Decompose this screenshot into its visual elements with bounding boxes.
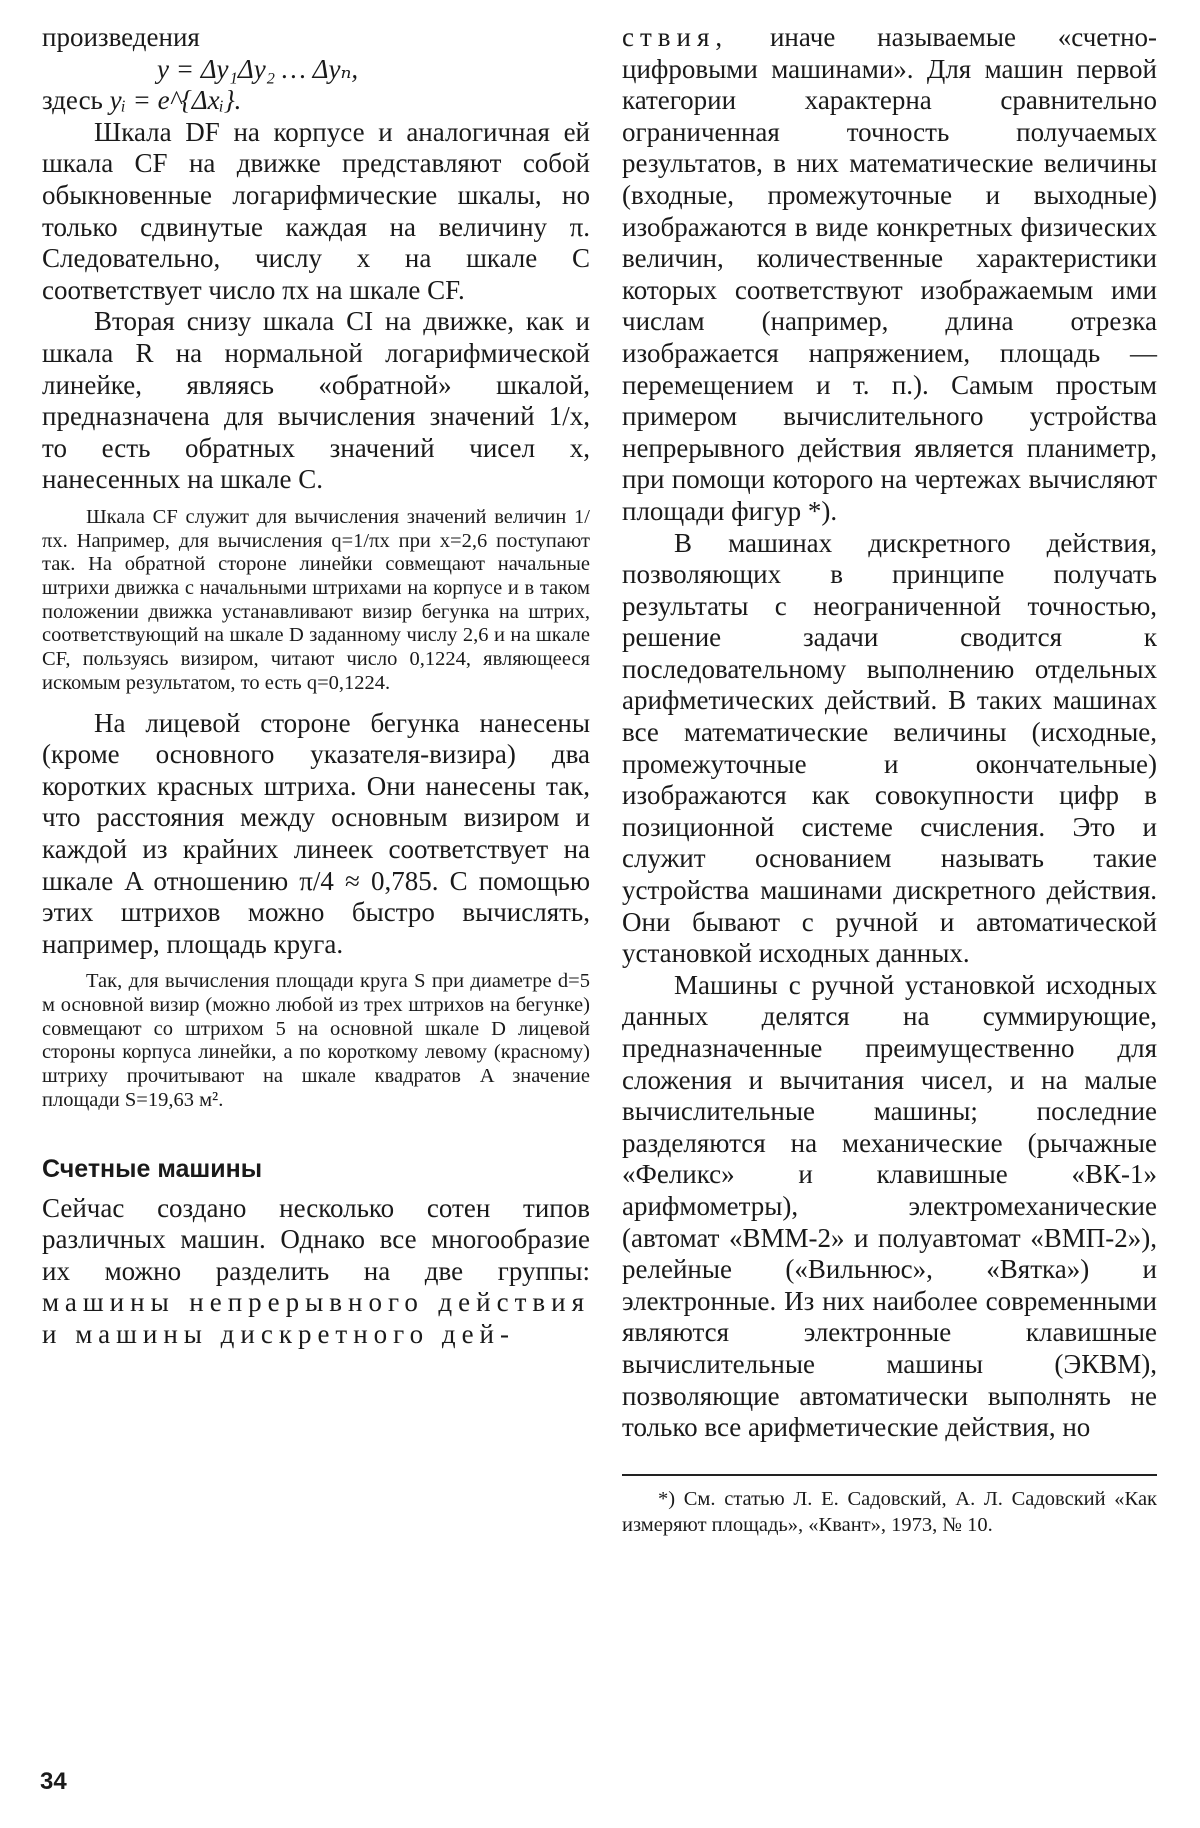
- paragraph-discrete-machines: В машинах дискретного действия, позволяющих в принципе получать результаты с неограниченной точностью, решение задачи сводится к последовательному выполнению отдельных арифметических действий. В таких машинах все математические величины (исходные, промежуточные и окончательные) изображаются как совокупности цифр в позиционной системе счисления. Это и служит основанием называть такие устройства машинами дискретного действия. Они бывают с ручной и автоматической установкой исходных данных.: [622, 527, 1157, 969]
- right-column: [622, 22, 1157, 1538]
- paragraph-continuous-rest: иначе называемые «счетно-цифровыми машинами». Для машин первой категории характерна сравнительно ограниченная точность получаемых результатов, в них математические величины (входные, промежуточные и выходные) изображаются в виде конкретных физических величин, количественные характеристики которых соответствуют изображаемым ими числам (например, длина отрезка изображается напряжением, площадь — перемещением и т. п.). Самым простым примером вычислительного устройства непрерывного действия является планиметр, при помощи которого на чертежах вычисляют площади фигур *).: [622, 22, 1158, 526]
- paragraph-ci-scale: Вторая снизу шкала CI на движке, как и шкала R на нормальной логарифмической линейке, являясь «обратной» шкалой, предназначена для вычисления значений 1/x, то есть обратных значений чисел x, нанесенных на шкале C.: [42, 306, 590, 495]
- paragraph-manual-machines: Машины с ручной установкой исходных данных делятся на суммирующие, предназначенные преимущественно для сложения и вычитания чисел, и на малые вычислительные машины; последние разделяются на механические (рычажные «Феликс» и клавишные «ВК-1» арифмометры), электромеханические (автомат «ВММ-2» и полуавтомат «ВМП-2»), релейные («Вильнюс», «Вятка») и электронные. Из них наиболее современными являются электронные клавишные вычислительные машины (ЭКВМ), позволяющие автоматически выполнять не только все арифметические действия, но: [622, 969, 1157, 1443]
- here-math: yᵢ = e^{Δxᵢ}.: [109, 85, 242, 116]
- intro-word: произведения: [42, 22, 200, 52]
- page-number: 34: [40, 1768, 67, 1795]
- paragraph-machines-intro-spaced: машины непрерывного действия и машины дискретного дей-: [42, 1287, 590, 1349]
- left-column: [42, 22, 590, 1350]
- here-label: здесь: [42, 85, 103, 116]
- paragraph-machines-intro-start: Сейчас создано несколько сотен типов различных машин. Однако все многообразие их можно разделить на две группы:: [42, 1192, 590, 1286]
- formula: y = Δy₁Δy₂ … Δyₙ,: [157, 53, 359, 84]
- here-line: [42, 85, 590, 117]
- section-heading: Счетные машины: [42, 1154, 263, 1183]
- footnote-divider: [622, 1474, 1157, 1476]
- paragraph-continuous-spaced: ствия,: [622, 22, 729, 52]
- paragraph-df-scale: Шкала DF на корпусе и аналогичная ей шкала CF на движке представляют собой обыкновенные логарифмические шкалы, но только сдвинутые каждая на величину π. Следовательно, числу x на шкале C соответствует число πx на шкале CF.: [42, 116, 590, 305]
- small-paragraph-cf-example: Шкала CF служит для вычисления значений величин 1/πx. Например, для вычисления q=1/πx при x=2,6 поступают так. На обратной стороне линейки совмещают начальные штрихи движка с начальными штрихами на корпусе и в таком положении движка устанавливают визир бегунка на штрих, соответствующий на шкале D заданному числу 2,6 и на шкале CF, пользуясь визиром, читают число 0,1224, являющееся искомым результатом, то есть q=0,1224.: [42, 505, 590, 694]
- small-paragraph-circle-area: Так, для вычисления площади круга S при диаметре d=5 м основной визир (можно любой из трех штрихов на бегунке) совмещают со штрихом 5 на основной шкале D лицевой стороны корпуса линейки, а по короткому левому (красному) штриху прочитывают на шкале квадратов A значение площади S=19,63 м².: [42, 970, 590, 1111]
- paragraph-machines-intro: [42, 1193, 590, 1351]
- footnote: *) См. статью Л. Е. Садовский, А. Л. Садовский «Как измеряют площадь», «Квант», 1973, № 10.: [622, 1487, 1157, 1536]
- paragraph-runner-marks: На лицевой стороне бегунка нанесены (кроме основного указателя-визира) два коротких красных штриха. Они нанесены так, что расстояния между основным визиром и каждой из крайних линеек соответствует на шкале A отношению π/4 ≈ 0,785. С помощью этих штрихов можно быстро вычислять, например, площадь круга.: [42, 707, 590, 959]
- paragraph-continuous-machines: [622, 22, 1157, 528]
